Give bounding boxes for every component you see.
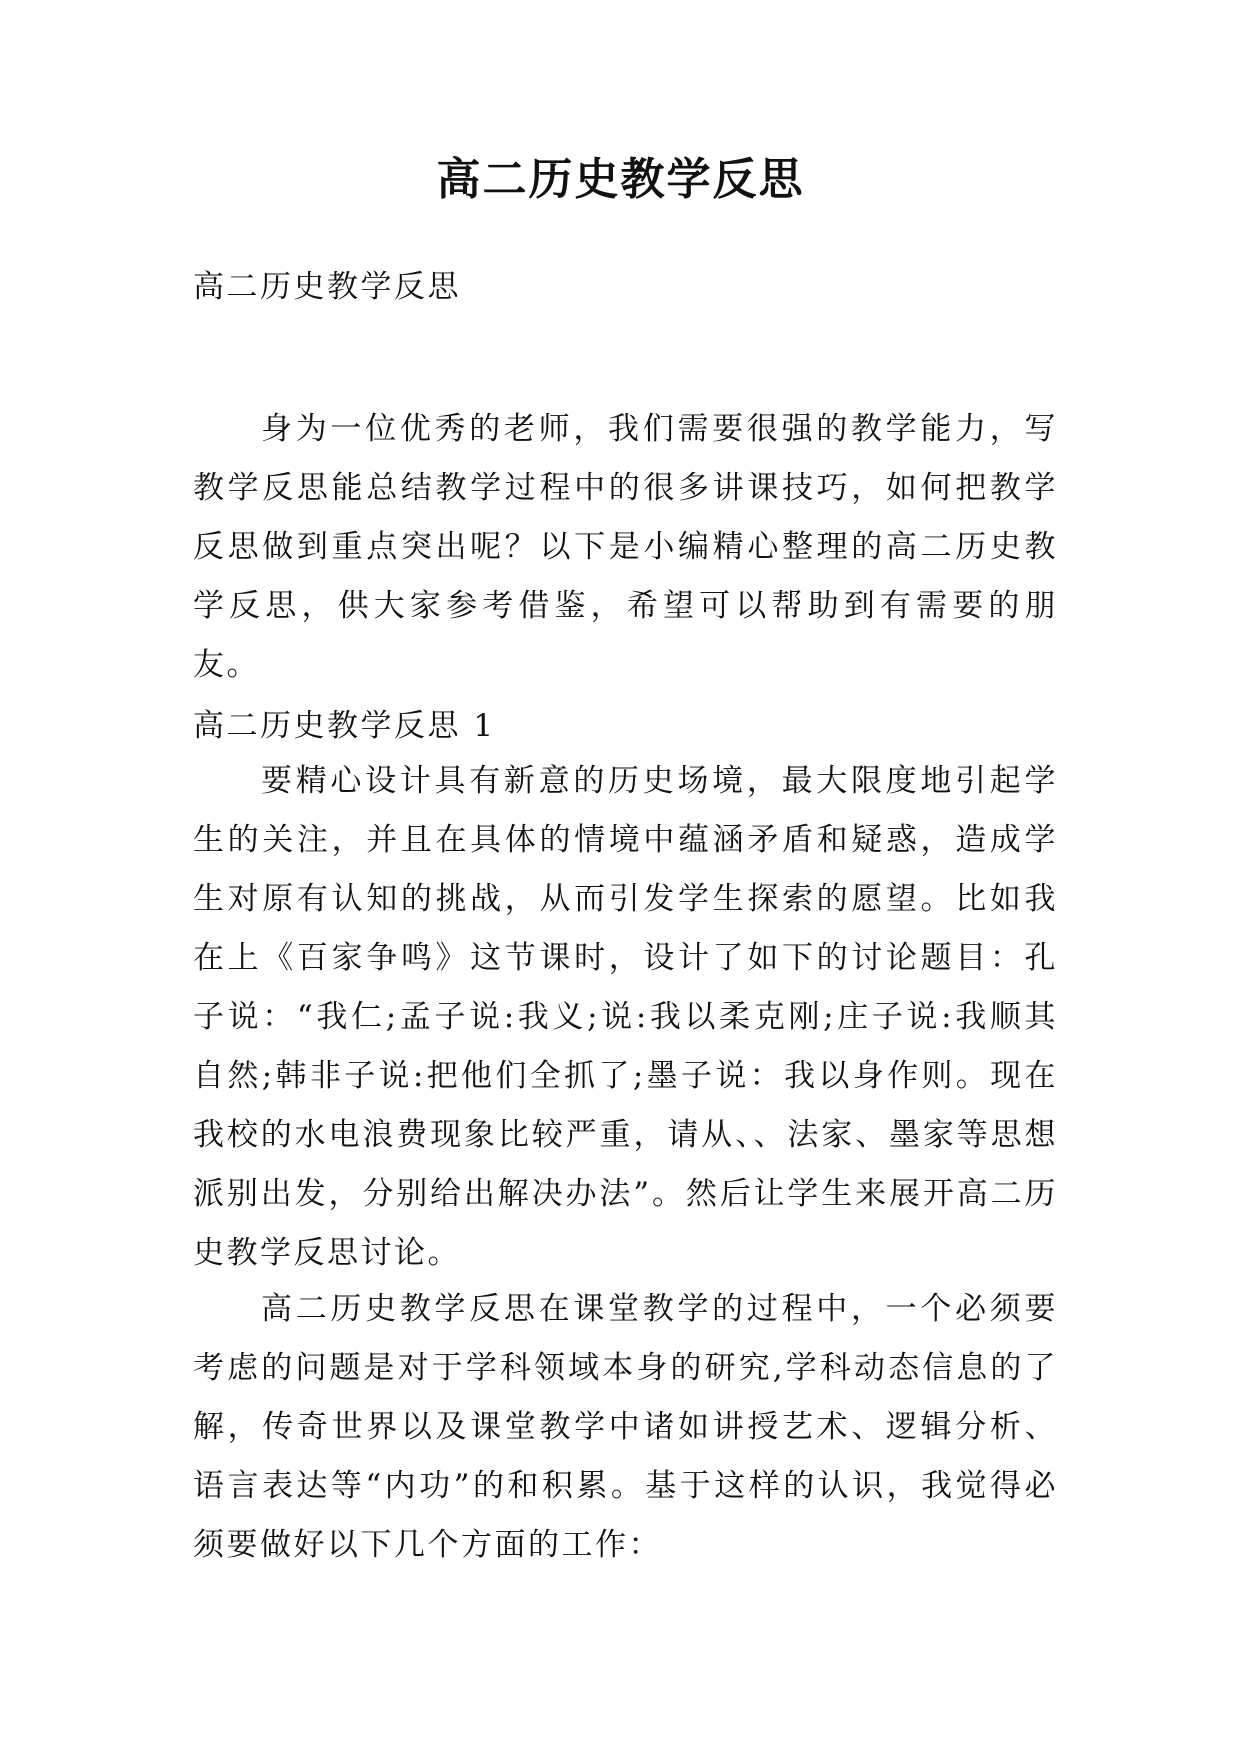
document-title: 高二历史教学反思 — [436, 154, 805, 205]
document-subtitle: 高二历史教学反思 — [193, 269, 461, 305]
section-heading: 高二历史教学反思 1 — [193, 708, 496, 744]
section-paragraph: 要精心设计具有新意的历史场境，最大限度地引起学生的关注，并且在具体的情境中蕴涵矛盾和疑惑，造成学生对原有认知的挑战，从而引发学生探索的愿望。比如我在上《百家争鸣》这节课时，设计了如下的讨论题目：孔子说：“我仁;孟子说:我义;说:我以柔克刚;庄子说:我顺其自然;韩非子说:把他们全抓了;墨子说：我以身作则。现在我校的水电浪费现象比较严重，请从、、法家、墨家等思想派别出发，分别给出解决办法”。然后让学生来展开高二历史教学反思讨论。 — [193, 763, 1058, 1271]
section-paragraph: 高二历史教学反思在课堂教学的过程中，一个必须要考虑的问题是对于学科领域本身的研究,学科动态信息的了解，传奇世界以及课堂教学中诸如讲授艺术、逻辑分析、语言表达等“内功”的和积累。基于这样的认识，我觉得必须要做好以下几个方面的工作： — [193, 1291, 1058, 1563]
intro-paragraph: 身为一位优秀的老师，我们需要很强的教学能力，写教学反思能总结教学过程中的很多讲课技巧，如何把教学反思做到重点突出呢？以下是小编精心整理的高二历史教学反思，供大家参考借鉴，希望可以帮助到有需要的朋友。 — [193, 411, 1058, 683]
